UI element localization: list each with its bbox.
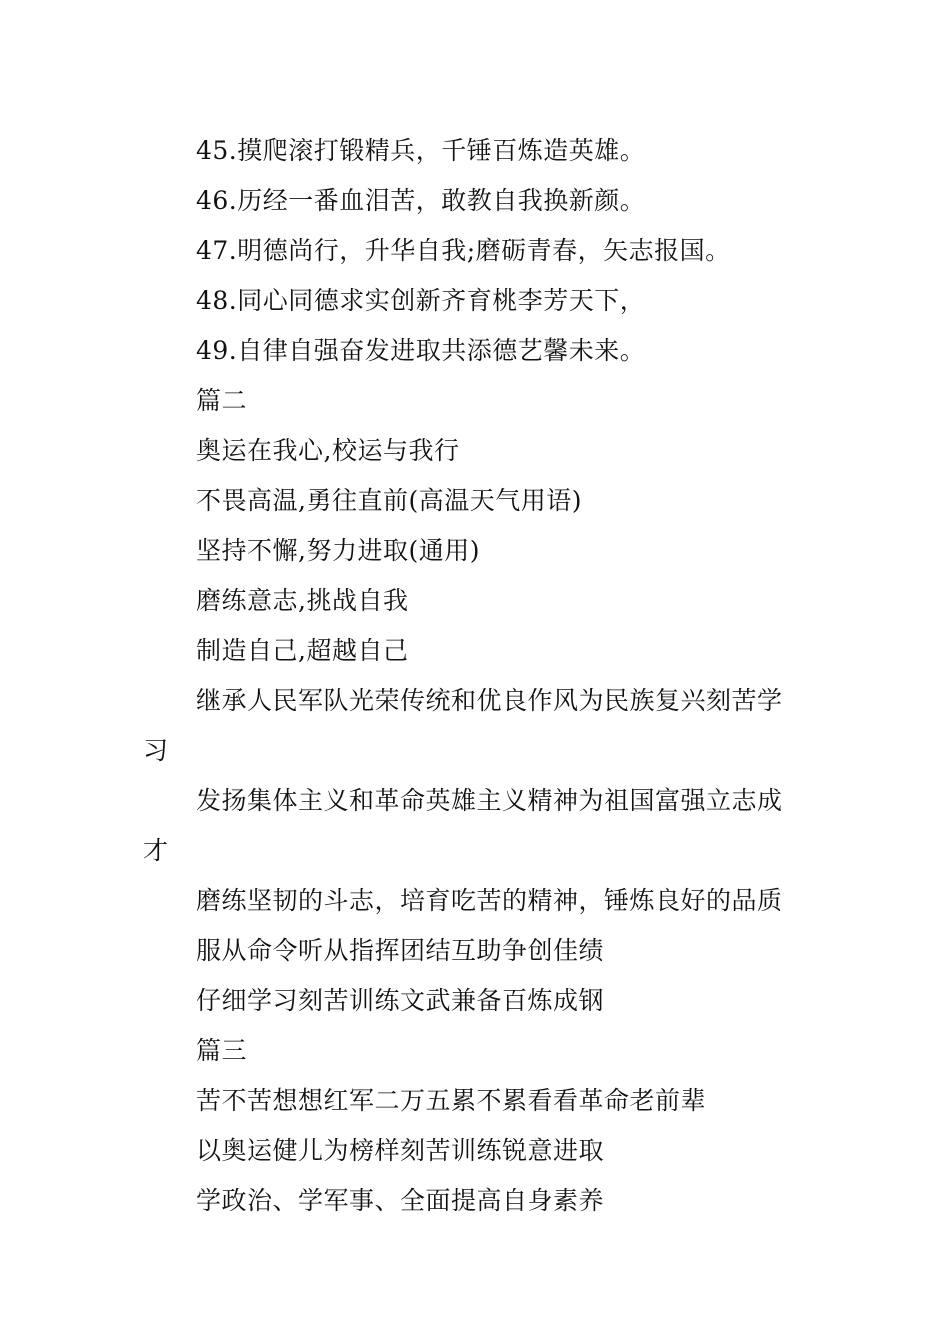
- text-line: 以奥运健儿为榜样刻苦训练锐意进取: [196, 1136, 605, 1165]
- text-line-wrap: 才: [143, 836, 169, 865]
- text-line: 磨练意志,挑战自我: [196, 586, 409, 615]
- text-line: 45.摸爬滚打锻精兵，千锤百炼造英雄。: [196, 136, 646, 165]
- text-line: 继承人民军队光荣传统和优良作风为民族复兴刻苦学: [196, 686, 783, 715]
- text-line: 不畏高温,勇往直前(高温天气用语): [196, 486, 582, 515]
- text-line: 48.同心同德求实创新齐育桃李芳天下，: [196, 286, 646, 315]
- text-line-wrap: 习: [143, 736, 169, 765]
- section-heading: 篇三: [196, 1036, 248, 1065]
- document-body: [143, 126, 813, 1226]
- text-line: 服从命令听从指挥团结互助争创佳绩: [196, 936, 605, 965]
- text-line: 学政治、学军事、全面提高自身素养: [196, 1186, 605, 1215]
- text-line: 发扬集体主义和革命英雄主义精神为祖国富强立志成: [196, 786, 783, 815]
- text-line: 46.历经一番血泪苦，敢教自我换新颜。: [196, 186, 646, 215]
- text-line: 坚持不懈,努力进取(通用): [196, 536, 480, 565]
- section-heading: 篇二: [196, 386, 248, 415]
- text-line: 磨练坚韧的斗志，培育吃苦的精神，锤炼良好的品质: [196, 886, 783, 915]
- text-line: 47.明德尚行，升华自我;磨砺青春，矢志报国。: [196, 236, 731, 265]
- text-line: 制造自己,超越自己: [196, 636, 409, 665]
- text-line: 49.自律自强奋发进取共添德艺馨未来。: [196, 336, 646, 365]
- text-line: 苦不苦想想红军二万五累不累看看革命老前辈: [196, 1086, 707, 1115]
- text-line: 仔细学习刻苦训练文武兼备百炼成钢: [196, 986, 605, 1015]
- text-line: 奥运在我心,校运与我行: [196, 436, 460, 465]
